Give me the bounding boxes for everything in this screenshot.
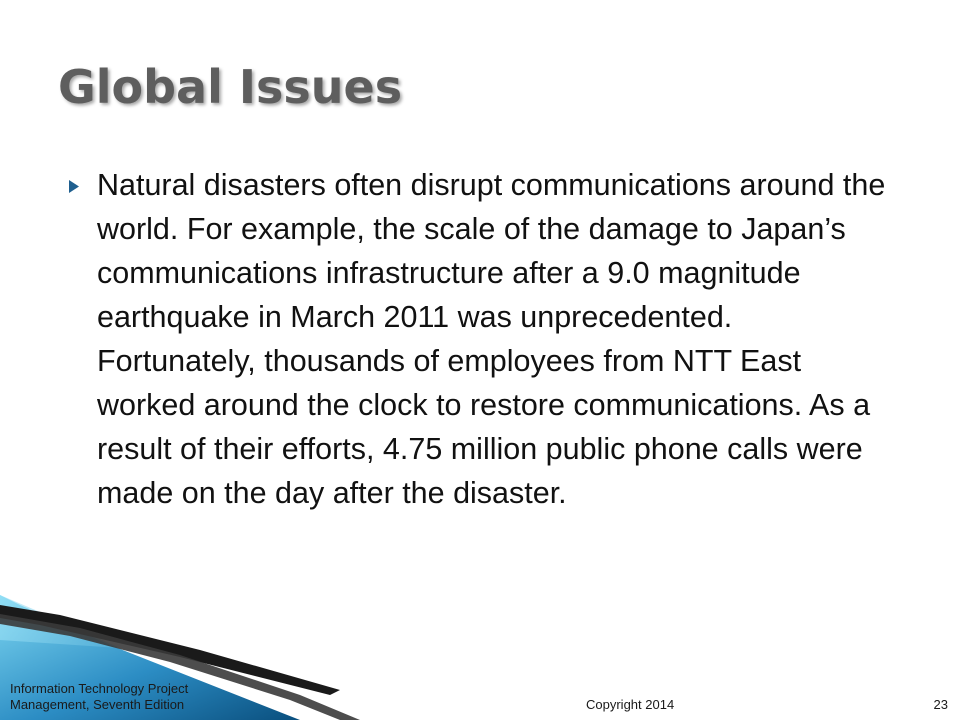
footer-page-number: 23	[933, 697, 948, 712]
footer-copyright: Copyright 2014	[586, 697, 675, 712]
bullet-text: Natural disasters often disrupt communications around the world. For example, the scale of the damage to Japan’s communications infrastructure after a 9.0 magnitude earthquake in March 2011 was unprecedented. Fortunately, thousands of employees from NTT East worked around the clock to restore communications. As a result of their efforts, 4.75 million public phone calls were made on the day after the disaster.	[97, 168, 886, 510]
slide-title: Global Issues	[58, 60, 403, 114]
footer-book-title: Information Technology Project Management, Seventh Edition	[10, 681, 189, 712]
